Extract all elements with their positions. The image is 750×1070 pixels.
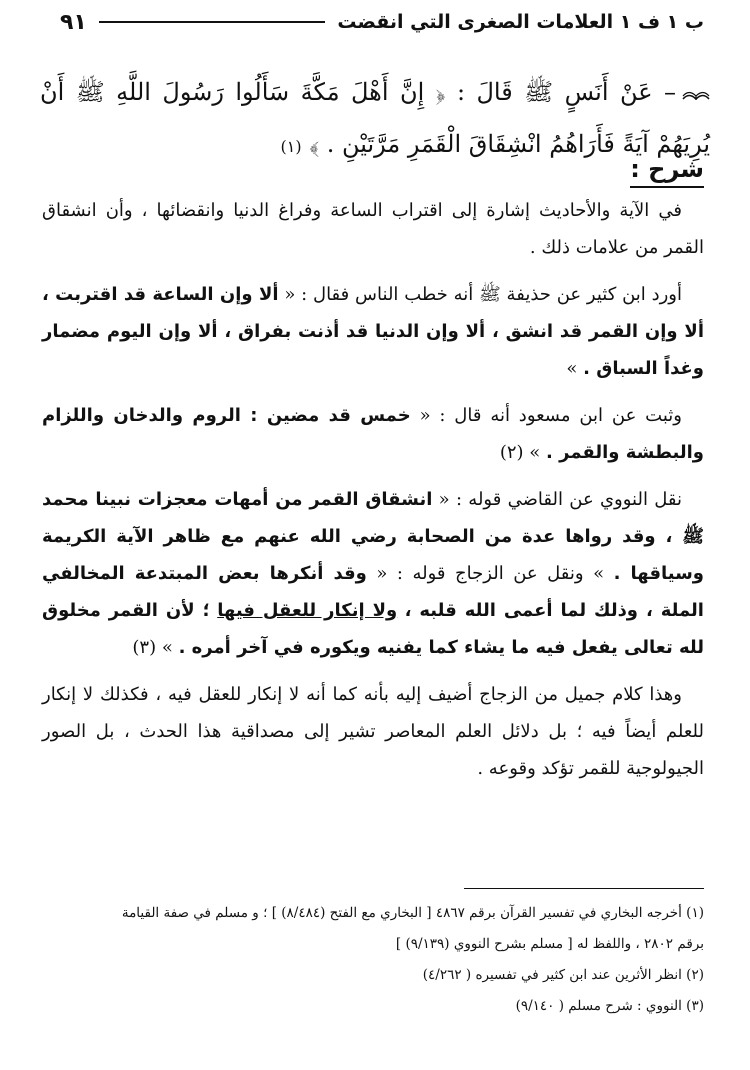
paragraph-4-mid: » ونقل عن الزجاج قوله : «: [376, 563, 605, 584]
paragraph-5: وهذا كلام جميل من الزجاج أضيف إليه بأنه كما أنه لا إنكار للعقل فيه ، فكذلك لا إنكار للعلم أيضاً فيه ؛ بل دلائل العلم المعاصر تشير إلى مصداقية هذا الحدث ، بل الصور الجيولوجية للقمر تؤكد وقوعه .: [42, 684, 704, 779]
zajjaj-quote: وقد أنكرها بعض المبتدعة المخالفي الملة ، وذلك لما أعمى الله قلبه ،: [42, 563, 704, 621]
footnote-2: (٢) انظر الأثرين عند ابن كثير في تفسيره ( ٤/٢٦٢): [422, 967, 704, 983]
qadi-quote: انشقاق القمر من أمهات معجزات نبينا محمد ﷺ ، وقد رواها عدة من الصحابة رضي الله عنهم مع ظاهر الآية الكريمة وسياقها .: [42, 489, 704, 584]
open-book-icon: [682, 87, 710, 101]
paragraph-2: [42, 276, 704, 387]
paragraph-3-intro: وثبت عن ابن مسعود أنه قال : «: [419, 405, 682, 426]
ibn-masud-quote: خمس قد مضين : الروم والدخان واللزام والبطشة والقمر .: [42, 405, 704, 463]
chapter-title: ب ١ ف ١ العلامات الصغرى التي انقضت: [337, 11, 704, 33]
paragraph-3: [42, 397, 704, 471]
paragraph-4: [42, 481, 704, 666]
commentary-body: [42, 192, 704, 797]
hadith-body: – عَنْ أَنَسٍ ﷺ قَالَ : ﴿ إِنَّ أَهْلَ مَكَّةَ سَأَلُوا رَسُولَ اللَّهِ ﷺ أَنْ يُرِيَهُمْ آيَةً فَأَرَاهُمُ انْشِقَاقَ الْقَمَرِ مَرَّتَيْنِ . ﴾: [40, 78, 710, 158]
section-title: شرح :: [630, 154, 704, 188]
paragraph-2-intro: أورد ابن كثير عن حذيفة ﷺ أنه خطب الناس فقال : «: [284, 284, 682, 305]
hadith-text: [40, 66, 710, 173]
hudhayfa-quote: ألا وإن الساعة قد اقتربت ، ألا وإن القمر قد انشق ، ألا وإن الدنيا قد أذنت بفراق ، ألا وإن اليوم مضمار وغداً السباق .: [42, 284, 704, 379]
footnote-1-line-1: (١) أخرجه البخاري في تفسير القرآن برقم ٤٨٦٧ [ البخاري مع الفتح (٨/٤٨٤) ] ؛ و مسلم في صفة القيامة: [121, 905, 704, 921]
page-number: ٩١: [60, 9, 87, 35]
paragraph-3-close: » (٢): [499, 442, 541, 463]
paragraph-4-close: » (٣): [132, 637, 173, 658]
paragraph-2-close: »: [566, 358, 578, 379]
underlined-phrase: ولا إنكار للعقل فيها: [217, 600, 398, 621]
footnote-1-line-2: برقم ٢٨٠٢ ، واللفظ له [ مسلم بشرح النووي (٩/١٣٩) ]: [395, 936, 704, 952]
footnotes: [42, 898, 704, 1022]
zajjaj-quote-end: ؛ لأن القمر مخلوق لله تعالى يفعل فيه ما يشاء كما يفنيه ويكوره في آخر أمره .: [42, 600, 704, 658]
paragraph-1: في الآية والأحاديث إشارة إلى اقتراب الساعة وفراغ الدنيا وانقضائها ، وأن انشقاق القمر من علامات ذلك .: [42, 200, 704, 258]
running-header: [60, 4, 704, 40]
footnote-ref-1: (١): [280, 137, 302, 156]
footnote-rule: [464, 888, 704, 889]
header-rule: [99, 21, 326, 23]
paragraph-4-intro: نقل النووي عن القاضي قوله : «: [438, 489, 682, 510]
footnote-3: (٣) النووي : شرح مسلم ( ٩/١٤٠): [515, 998, 704, 1014]
